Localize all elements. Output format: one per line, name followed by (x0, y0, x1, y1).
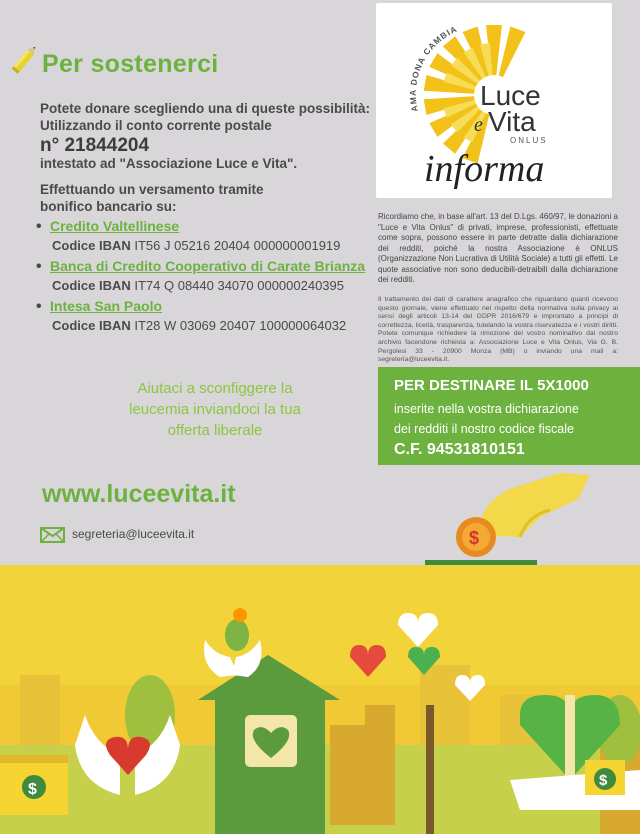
iban-value: IT74 Q 08440 34070 000000240395 (134, 278, 344, 293)
bank-link[interactable]: Intesa San Paolo (50, 298, 163, 314)
hand-shape (478, 473, 590, 537)
bank-item (36, 218, 376, 253)
bank-link[interactable]: Credito Valtellinese (50, 218, 180, 234)
pencil-icon (8, 42, 42, 76)
five-per-mille-box (378, 367, 640, 465)
donation-appeal (80, 378, 350, 441)
logo-name-vita: Vita (488, 106, 536, 137)
page-title: Per sostenerci (42, 50, 219, 78)
svg-text:$: $ (469, 528, 480, 548)
logo-arc-text: AMA DONA CAMBIA (407, 23, 459, 113)
bullet: • (36, 258, 42, 275)
iban-label: Codice IBAN (52, 278, 131, 293)
bank-item (36, 258, 376, 293)
account-number: n° 21844204 (40, 135, 150, 156)
bullet: • (36, 218, 42, 235)
envelope-icon (40, 527, 65, 543)
logo-box (376, 3, 612, 198)
iban-label: Codice IBAN (52, 318, 131, 333)
fiscal-code: C.F. 94531810151 (394, 441, 525, 458)
intro-line: Potete donare scegliendo una di queste possibilità: (40, 101, 371, 116)
transfer-intro (40, 181, 264, 215)
bank-item (36, 298, 376, 333)
iban-row (36, 278, 376, 293)
appeal-line: Aiutaci a sconfiggere la (137, 380, 293, 397)
appeal-line: leucemia inviandoci la tua (129, 401, 301, 418)
privacy-paragraph: Il trattamento dei dati di carattere anagrafico che riguardano quanti ricevono questo giornale, viene effettuato nel rispetto della normativa sulla privacy ai sensi degli articoli 13-14 del GDPR 2016/679 e improntato a principi di correttezza, liceità, trasparenza, tutelando la vostra riservatezza e i vostri diritti. Potete comunque richiedere la rimozione del vostro nominativo dal nostro archivio facendone richiesta a: Associazione Luce e Vita Onlus, Via G. B. Pergolesi 33 - 20900 Monza (MB) o inviando una mail a: segreteria@luceevita.it. (378, 296, 618, 364)
bank-link[interactable]: Banca di Credito Cooperativo di Carate Brianza (50, 258, 366, 274)
five-per-mille-title: PER DESTINARE IL 5X1000 (394, 377, 589, 394)
iban-value: IT28 W 03069 20407 100000064032 (134, 318, 347, 333)
logo-informa: informa (424, 148, 545, 190)
five-per-mille-line: inserite nella vostra dichiarazione (394, 402, 579, 416)
logo-onlus: ONLUS (510, 136, 548, 145)
logo-name-e: e (474, 114, 483, 136)
svg-text:$: $ (28, 781, 37, 798)
iban-row (36, 318, 376, 333)
iban-value: IT56 J 05216 20404 000000001919 (134, 238, 341, 253)
tax-info-paragraph: Ricordiamo che, in base all'art. 13 del D.Lgs. 460/97, le donazioni a "Luce e Vita Onlus" di privati, imprese, professionisti, effettuate come sopra, possono essere in parte detratte dalla dichiarazione dei redditi, poiché la nostra Associazione è ONLUS (Organizzazione Non Lucrativa di Utilità Sociale) a tutti gli effetti. Le quote associative non sono deducibili-detraibili dalla dichiarazione dei redditi. (378, 212, 618, 284)
bullet: • (36, 298, 42, 315)
iban-label: Codice IBAN (52, 238, 131, 253)
bottom-illustration (0, 565, 640, 834)
email-link[interactable]: segreteria@luceevita.it (72, 527, 195, 541)
intro-line: Utilizzando il conto corrente postale (40, 118, 272, 133)
appeal-line: offerta liberale (167, 422, 263, 439)
logo-name-luce: Luce (480, 80, 541, 111)
donation-intro (40, 100, 370, 134)
five-per-mille-line: dei redditi il nostro codice fiscale (394, 422, 574, 436)
transfer-line: bonifico bancario su: (40, 199, 177, 214)
account-holder: intestato ad "Associazione Luce e Vita". (40, 156, 298, 171)
bank-list (36, 218, 376, 338)
sun-logo-icon (376, 3, 612, 198)
iban-row (36, 238, 376, 253)
website-link[interactable]: www.luceevita.it (42, 480, 236, 508)
transfer-line: Effettuando un versamento tramite (40, 182, 264, 197)
svg-text:$: $ (599, 772, 608, 789)
